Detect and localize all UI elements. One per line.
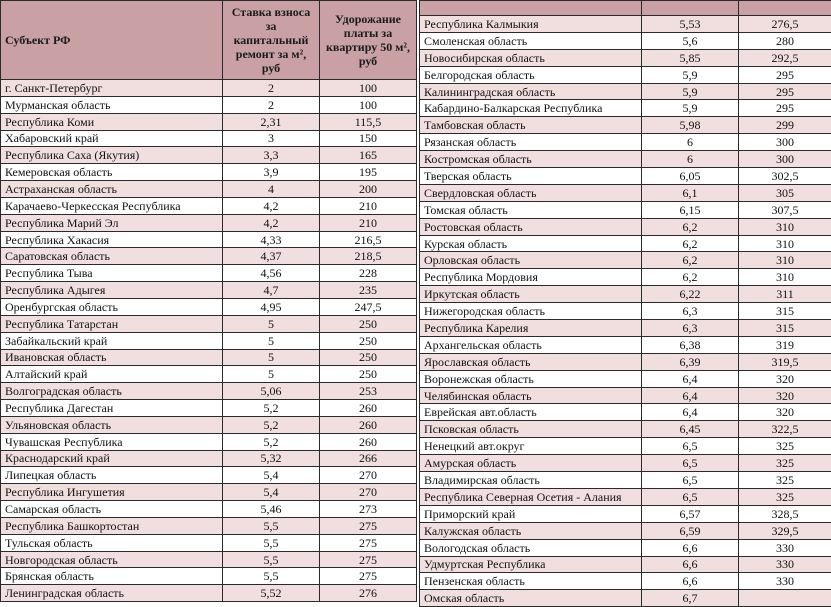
- table-row: [1, 80, 417, 97]
- rate-cell: 6,2: [642, 269, 739, 286]
- rate-cell: 6,59: [642, 522, 739, 539]
- table-row: [420, 16, 831, 33]
- region-cell: Омская область: [420, 590, 642, 607]
- increase-cell: 210: [320, 214, 417, 231]
- increase-cell: [739, 590, 831, 607]
- rate-cell: 6,2: [642, 252, 739, 269]
- rate-cell: 4,2: [223, 197, 320, 214]
- increase-cell: 250: [320, 315, 417, 332]
- header-rate: Ставка взноса за капитальный ремонт за м², руб: [223, 1, 320, 80]
- region-cell: Мурманская область: [1, 96, 223, 113]
- rate-cell: 6: [642, 134, 739, 151]
- increase-cell: 250: [320, 349, 417, 366]
- table-row: [420, 83, 831, 100]
- increase-cell: 302,5: [739, 168, 831, 185]
- region-cell: Еврейская авт.область: [420, 404, 642, 421]
- region-cell: г. Санкт-Петербург: [1, 80, 223, 97]
- rate-cell: 6,39: [642, 353, 739, 370]
- table-row: [1, 130, 417, 147]
- region-cell: Республика Адыгея: [1, 282, 223, 299]
- rate-cell: 5: [223, 366, 320, 383]
- table-row: [420, 539, 831, 556]
- region-cell: Астраханская область: [1, 181, 223, 198]
- region-cell: Новгородская область: [1, 551, 223, 568]
- region-cell: Алтайский край: [1, 366, 223, 383]
- increase-cell: 300: [739, 151, 831, 168]
- left-data-table: [0, 0, 417, 602]
- rate-cell: 5,9: [642, 100, 739, 117]
- region-cell: Смоленская область: [420, 32, 642, 49]
- rate-cell: 6,22: [642, 286, 739, 303]
- rate-cell: 6,4: [642, 370, 739, 387]
- region-cell: Республика Хакасия: [1, 231, 223, 248]
- region-cell: Новосибирская область: [420, 49, 642, 66]
- rate-cell: 5,2: [223, 400, 320, 417]
- rate-cell: 6,38: [642, 336, 739, 353]
- rate-cell: 3,9: [223, 164, 320, 181]
- table-row: [420, 117, 831, 134]
- rate-cell: 5: [223, 315, 320, 332]
- rate-cell: 6,45: [642, 421, 739, 438]
- region-cell: Владимирская область: [420, 472, 642, 489]
- region-cell: Псковская область: [420, 421, 642, 438]
- table-row: [420, 556, 831, 573]
- increase-cell: 310: [739, 218, 831, 235]
- rate-cell: 5,9: [642, 83, 739, 100]
- table-row: [1, 282, 417, 299]
- table-row: [1, 568, 417, 585]
- rate-cell: 5,52: [223, 585, 320, 602]
- rate-cell: 5,4: [223, 484, 320, 501]
- increase-cell: 310: [739, 235, 831, 252]
- increase-cell: 100: [320, 80, 417, 97]
- table-row: [420, 522, 831, 539]
- rate-cell: 5: [223, 349, 320, 366]
- table-row: [420, 49, 831, 66]
- increase-cell: 253: [320, 383, 417, 400]
- increase-cell: 195: [320, 164, 417, 181]
- table-row: [420, 286, 831, 303]
- increase-cell: 247,5: [320, 298, 417, 315]
- region-cell: Челябинская область: [420, 387, 642, 404]
- rate-cell: 4,37: [223, 248, 320, 265]
- region-cell: Забайкальский край: [1, 332, 223, 349]
- left-header-row: [1, 1, 417, 80]
- region-cell: Республика Саха (Якутия): [1, 147, 223, 164]
- table-row: [1, 147, 417, 164]
- region-cell: Карачаево-Черкесская Республика: [1, 197, 223, 214]
- region-cell: Ульяновская область: [1, 416, 223, 433]
- table-row: [1, 484, 417, 501]
- right-data-table: [419, 0, 831, 607]
- rate-cell: 6,5: [642, 455, 739, 472]
- table-row: [1, 501, 417, 518]
- rate-cell: 5,9: [642, 66, 739, 83]
- table-row: [420, 320, 831, 337]
- increase-cell: 275: [320, 568, 417, 585]
- increase-cell: 266: [320, 450, 417, 467]
- table-row: [1, 349, 417, 366]
- header-increase: Удорожание платы за квартиру 50 м², руб: [320, 1, 417, 80]
- table-row: [1, 96, 417, 113]
- increase-cell: 310: [739, 269, 831, 286]
- region-cell: Брянская область: [1, 568, 223, 585]
- rate-cell: 6,3: [642, 320, 739, 337]
- increase-cell: 250: [320, 366, 417, 383]
- increase-cell: 260: [320, 416, 417, 433]
- increase-cell: 311: [739, 286, 831, 303]
- rate-cell: 4,56: [223, 265, 320, 282]
- region-cell: Нижегородская область: [420, 303, 642, 320]
- region-cell: Ленинградская область: [1, 585, 223, 602]
- table-row: [420, 100, 831, 117]
- increase-cell: 270: [320, 467, 417, 484]
- rate-cell: 6,57: [642, 505, 739, 522]
- rate-cell: 5,85: [642, 49, 739, 66]
- rate-cell: 4,33: [223, 231, 320, 248]
- region-cell: Свердловская область: [420, 184, 642, 201]
- region-cell: Белгородская область: [420, 66, 642, 83]
- rate-cell: 3: [223, 130, 320, 147]
- increase-cell: 295: [739, 100, 831, 117]
- region-cell: Курская область: [420, 235, 642, 252]
- rate-cell: 6,2: [642, 218, 739, 235]
- region-cell: Томская область: [420, 201, 642, 218]
- region-cell: Чувашская Республика: [1, 433, 223, 450]
- table-row: [420, 387, 831, 404]
- region-cell: Республика Северная Осетия - Алания: [420, 488, 642, 505]
- rate-cell: 6,2: [642, 235, 739, 252]
- region-cell: Волгоградская область: [1, 383, 223, 400]
- region-cell: Тамбовская область: [420, 117, 642, 134]
- region-cell: Вологодская область: [420, 539, 642, 556]
- increase-cell: 210: [320, 197, 417, 214]
- rate-cell: 5,06: [223, 383, 320, 400]
- table-row: [420, 218, 831, 235]
- increase-cell: 295: [739, 66, 831, 83]
- region-cell: Республика Карелия: [420, 320, 642, 337]
- table-row: [1, 467, 417, 484]
- region-cell: Липецкая область: [1, 467, 223, 484]
- increase-cell: 275: [320, 534, 417, 551]
- increase-cell: 275: [320, 551, 417, 568]
- rate-cell: 5,4: [223, 467, 320, 484]
- increase-cell: 100: [320, 96, 417, 113]
- increase-cell: 250: [320, 332, 417, 349]
- rate-cell: 6,7: [642, 590, 739, 607]
- table-row: [420, 66, 831, 83]
- increase-cell: 320: [739, 370, 831, 387]
- increase-cell: 165: [320, 147, 417, 164]
- increase-cell: 330: [739, 573, 831, 590]
- increase-cell: 325: [739, 438, 831, 455]
- rate-cell: 5,5: [223, 551, 320, 568]
- increase-cell: 300: [739, 134, 831, 151]
- increase-cell: 310: [739, 252, 831, 269]
- increase-cell: 328,5: [739, 505, 831, 522]
- increase-cell: 260: [320, 433, 417, 450]
- region-cell: Иркутская область: [420, 286, 642, 303]
- increase-cell: 322,5: [739, 421, 831, 438]
- table-row: [420, 438, 831, 455]
- table-row: [1, 231, 417, 248]
- region-cell: Ярославская область: [420, 353, 642, 370]
- increase-cell: 216,5: [320, 231, 417, 248]
- region-cell: Приморский край: [420, 505, 642, 522]
- region-cell: Республика Марий Эл: [1, 214, 223, 231]
- region-cell: Тверская область: [420, 168, 642, 185]
- increase-cell: 270: [320, 484, 417, 501]
- table-row: [1, 400, 417, 417]
- table-row: [420, 573, 831, 590]
- increase-cell: 115,5: [320, 113, 417, 130]
- table-row: [1, 450, 417, 467]
- rate-cell: 5,53: [642, 16, 739, 33]
- rate-cell: 6,5: [642, 438, 739, 455]
- rate-cell: 5,5: [223, 517, 320, 534]
- table-row: [420, 269, 831, 286]
- increase-cell: 307,5: [739, 201, 831, 218]
- table-row: [1, 315, 417, 332]
- table-row: [1, 585, 417, 602]
- header-subject: Субъект РФ: [1, 1, 223, 80]
- rate-cell: 6,4: [642, 387, 739, 404]
- rate-cell: 5,5: [223, 534, 320, 551]
- region-cell: Республика Татарстан: [1, 315, 223, 332]
- table-row: [1, 248, 417, 265]
- rate-cell: 2,31: [223, 113, 320, 130]
- table-row: [1, 332, 417, 349]
- increase-cell: 315: [739, 320, 831, 337]
- rate-cell: 6,05: [642, 168, 739, 185]
- increase-cell: 292,5: [739, 49, 831, 66]
- rate-cell: 4: [223, 181, 320, 198]
- table-row: [1, 551, 417, 568]
- table-row: [420, 455, 831, 472]
- table-row: [1, 181, 417, 198]
- increase-cell: 319,5: [739, 353, 831, 370]
- region-cell: Ростовская область: [420, 218, 642, 235]
- rate-cell: 5,32: [223, 450, 320, 467]
- table-row: [1, 113, 417, 130]
- table-row: [420, 590, 831, 607]
- rate-cell: 6,4: [642, 404, 739, 421]
- region-cell: Краснодарский край: [1, 450, 223, 467]
- increase-cell: 280: [739, 32, 831, 49]
- increase-cell: 325: [739, 455, 831, 472]
- increase-cell: 276,5: [739, 16, 831, 33]
- region-cell: Тульская область: [1, 534, 223, 551]
- region-cell: Калужская область: [420, 522, 642, 539]
- increase-cell: 218,5: [320, 248, 417, 265]
- increase-cell: 325: [739, 488, 831, 505]
- region-cell: Республика Тыва: [1, 265, 223, 282]
- increase-cell: 320: [739, 387, 831, 404]
- table-row: [1, 534, 417, 551]
- rate-cell: 5,98: [642, 117, 739, 134]
- increase-cell: 200: [320, 181, 417, 198]
- rate-cell: 2: [223, 96, 320, 113]
- region-cell: Республика Калмыкия: [420, 16, 642, 33]
- table-row: [1, 214, 417, 231]
- right-header-strip: [420, 1, 831, 16]
- rate-cell: 4,7: [223, 282, 320, 299]
- rate-cell: 6,15: [642, 201, 739, 218]
- table-row: [1, 517, 417, 534]
- region-cell: Пензенская область: [420, 573, 642, 590]
- region-cell: Саратовская область: [1, 248, 223, 265]
- region-cell: Рязанская область: [420, 134, 642, 151]
- rate-cell: 5: [223, 332, 320, 349]
- table-row: [1, 265, 417, 282]
- region-cell: Амурская область: [420, 455, 642, 472]
- table-row: [1, 366, 417, 383]
- increase-cell: 260: [320, 400, 417, 417]
- region-cell: Хабаровский край: [1, 130, 223, 147]
- region-cell: Республика Дагестан: [1, 400, 223, 417]
- increase-cell: 273: [320, 501, 417, 518]
- increase-cell: 305: [739, 184, 831, 201]
- table-row: [420, 353, 831, 370]
- table-row: [420, 303, 831, 320]
- table-row: [420, 505, 831, 522]
- table-row: [1, 298, 417, 315]
- increase-cell: 150: [320, 130, 417, 147]
- table-row: [420, 134, 831, 151]
- increase-cell: 325: [739, 472, 831, 489]
- left-table-body: [1, 80, 417, 602]
- rate-cell: 5,2: [223, 416, 320, 433]
- right-table-body: [420, 16, 831, 607]
- increase-cell: 330: [739, 539, 831, 556]
- region-cell: Республика Коми: [1, 113, 223, 130]
- table-row: [420, 370, 831, 387]
- rate-cell: 6,5: [642, 472, 739, 489]
- region-cell: Кабардино-Балкарская Республика: [420, 100, 642, 117]
- increase-cell: 330: [739, 556, 831, 573]
- table-row: [420, 488, 831, 505]
- increase-cell: 320: [739, 404, 831, 421]
- table-row: [420, 168, 831, 185]
- rate-cell: 6,6: [642, 539, 739, 556]
- region-cell: Удмуртская Республика: [420, 556, 642, 573]
- rate-cell: 4,95: [223, 298, 320, 315]
- table-row: [1, 416, 417, 433]
- rate-cell: 6,6: [642, 556, 739, 573]
- rate-cell: 6,5: [642, 488, 739, 505]
- table-row: [420, 252, 831, 269]
- region-cell: Орловская область: [420, 252, 642, 269]
- rate-cell: 6,3: [642, 303, 739, 320]
- table-row: [420, 421, 831, 438]
- increase-cell: 299: [739, 117, 831, 134]
- increase-cell: 275: [320, 517, 417, 534]
- rate-cell: 6,1: [642, 184, 739, 201]
- table-row: [1, 383, 417, 400]
- region-cell: Ненецкий авт.округ: [420, 438, 642, 455]
- increase-cell: 235: [320, 282, 417, 299]
- rate-cell: 6,6: [642, 573, 739, 590]
- increase-cell: 228: [320, 265, 417, 282]
- region-cell: Республика Мордовия: [420, 269, 642, 286]
- table-row: [420, 184, 831, 201]
- region-cell: Калининградская область: [420, 83, 642, 100]
- rate-cell: 5,6: [642, 32, 739, 49]
- table-row: [420, 404, 831, 421]
- region-cell: Оренбургская область: [1, 298, 223, 315]
- table-row: [420, 151, 831, 168]
- region-cell: Республика Башкортостан: [1, 517, 223, 534]
- region-cell: Самарская область: [1, 501, 223, 518]
- rate-cell: 5,5: [223, 568, 320, 585]
- table-row: [420, 32, 831, 49]
- rate-cell: 4,2: [223, 214, 320, 231]
- region-cell: Республика Ингушетия: [1, 484, 223, 501]
- table-row: [420, 336, 831, 353]
- table-row: [420, 201, 831, 218]
- rate-cell: 6: [642, 151, 739, 168]
- increase-cell: 295: [739, 83, 831, 100]
- region-cell: Воронежская область: [420, 370, 642, 387]
- rate-cell: 5,2: [223, 433, 320, 450]
- region-cell: Костромская область: [420, 151, 642, 168]
- table-row: [1, 197, 417, 214]
- table-row: [1, 164, 417, 181]
- region-cell: Кемеровская область: [1, 164, 223, 181]
- increase-cell: 319: [739, 336, 831, 353]
- rate-cell: 2: [223, 80, 320, 97]
- increase-cell: 329,5: [739, 522, 831, 539]
- increase-cell: 276: [320, 585, 417, 602]
- table-row: [420, 472, 831, 489]
- rate-cell: 5,46: [223, 501, 320, 518]
- increase-cell: 315: [739, 303, 831, 320]
- region-cell: Архангельская область: [420, 336, 642, 353]
- table-row: [420, 235, 831, 252]
- rate-cell: 3,3: [223, 147, 320, 164]
- table-row: [1, 433, 417, 450]
- region-cell: Ивановская область: [1, 349, 223, 366]
